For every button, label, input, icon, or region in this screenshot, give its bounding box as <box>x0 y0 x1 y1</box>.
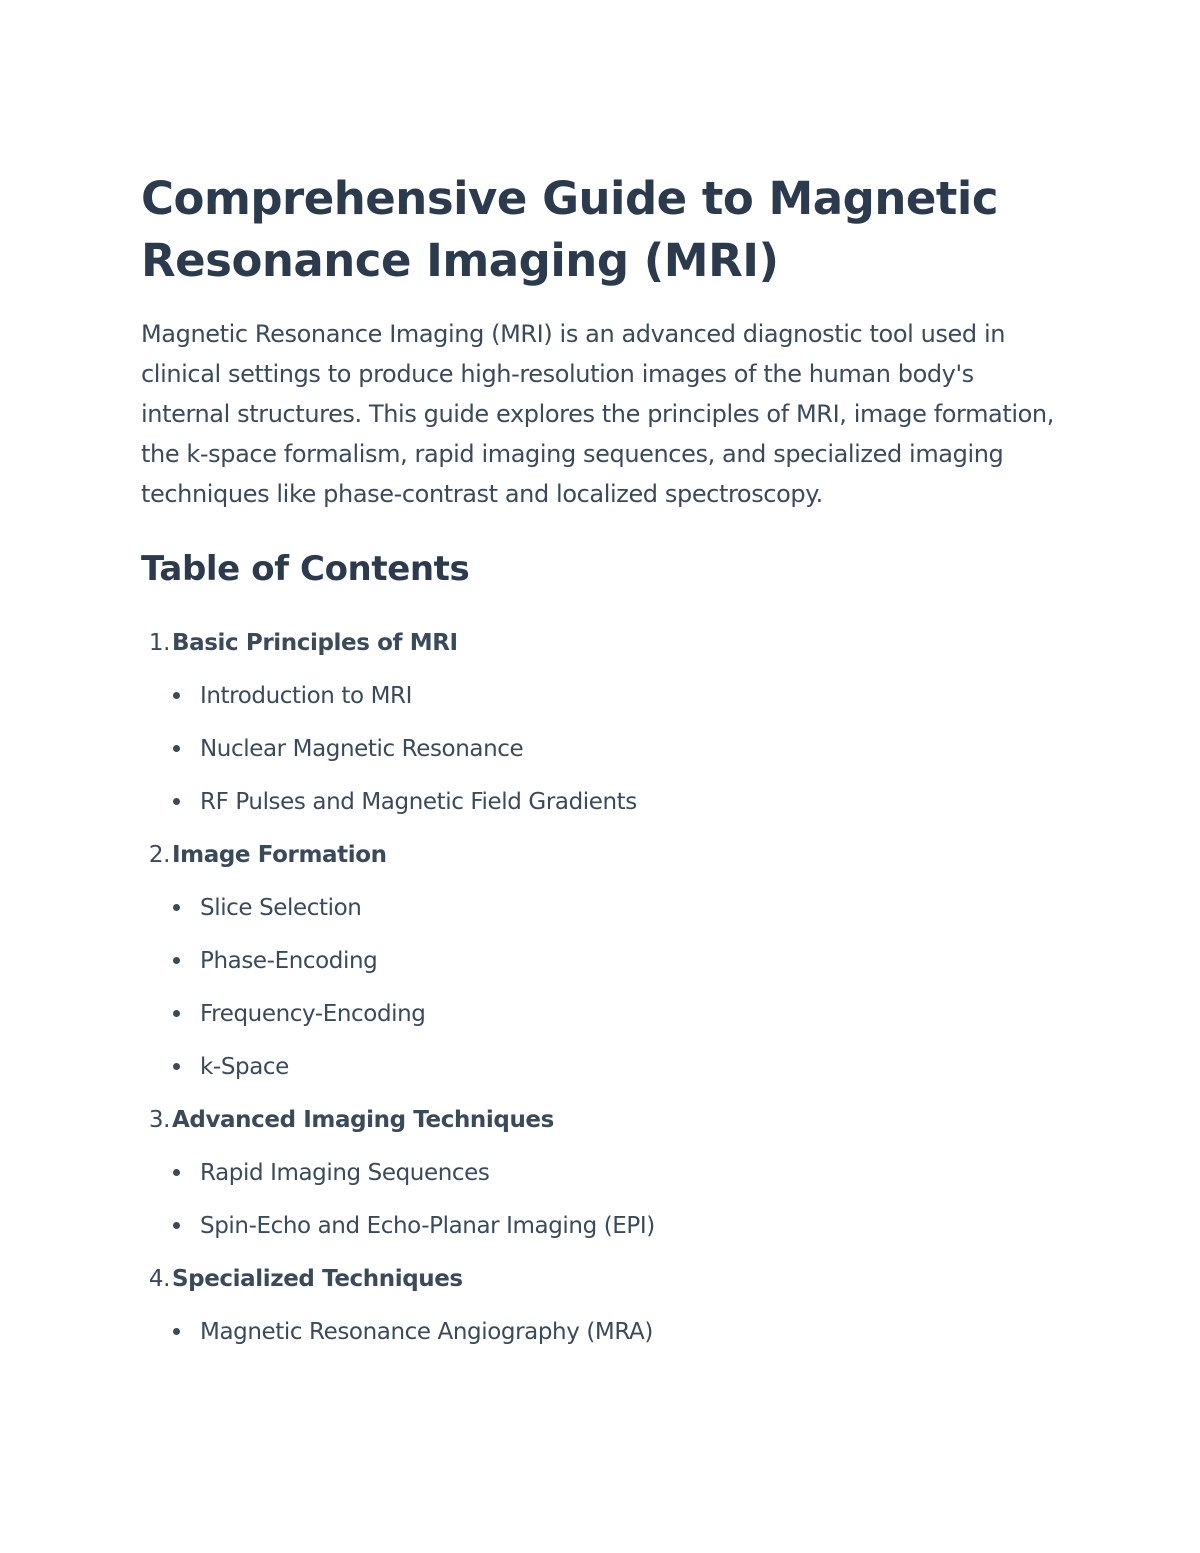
toc-subsection-item <box>141 881 1060 934</box>
section-number: 2. <box>148 841 170 868</box>
toc-subsection-label: Introduction to MRI <box>200 682 413 709</box>
bullet-icon <box>173 1328 180 1335</box>
toc-subsection-list <box>141 881 1060 1093</box>
toc-section-heading <box>141 616 1060 669</box>
bullet-icon <box>173 957 180 964</box>
section-label: Image Formation <box>172 841 387 868</box>
toc-subsection-label: RF Pulses and Magnetic Field Gradients <box>200 788 637 815</box>
section-number: 3. <box>148 1106 170 1133</box>
section-number: 1. <box>148 629 170 656</box>
document-title: Comprehensive Guide to Magnetic Resonance Imaging (MRI) <box>141 172 998 287</box>
bullet-icon <box>173 798 180 805</box>
toc-section-specialized <box>141 1252 1060 1358</box>
bullet-icon <box>173 1010 180 1017</box>
toc-section-image-formation <box>141 828 1060 1093</box>
toc-subsection-label: Slice Selection <box>200 894 362 921</box>
toc-section-heading <box>141 1252 1060 1305</box>
table-of-contents <box>141 616 1060 1358</box>
toc-subsection-item <box>141 669 1060 722</box>
bullet-icon <box>173 1063 180 1070</box>
toc-subsection-label: Spin-Echo and Echo-Planar Imaging (EPI) <box>200 1212 655 1239</box>
bullet-icon <box>173 1222 180 1229</box>
section-label: Specialized Techniques <box>172 1265 463 1292</box>
toc-subsection-label: k-Space <box>200 1053 289 1080</box>
toc-section-advanced-imaging <box>141 1093 1060 1252</box>
toc-subsection-label: Rapid Imaging Sequences <box>200 1159 490 1186</box>
toc-subsection-item <box>141 1040 1060 1093</box>
toc-subsection-label: Magnetic Resonance Angiography (MRA) <box>200 1318 653 1345</box>
toc-section-heading <box>141 1093 1060 1146</box>
toc-subsection-item <box>141 1199 1060 1252</box>
toc-subsection-label: Frequency-Encoding <box>200 1000 426 1027</box>
toc-subsection-item <box>141 775 1060 828</box>
toc-subsection-list <box>141 1305 1060 1358</box>
toc-subsection-item <box>141 1305 1060 1358</box>
toc-subsection-item <box>141 934 1060 987</box>
bullet-icon <box>173 692 180 699</box>
toc-subsection-item <box>141 1146 1060 1199</box>
bullet-icon <box>173 1169 180 1176</box>
toc-section-heading <box>141 828 1060 881</box>
toc-section-basic-principles <box>141 616 1060 828</box>
intro-paragraph: Magnetic Resonance Imaging (MRI) is an advanced diagnostic tool used in clinical settings to produce high-resolution images of the human body's internal structures. This guide explores the principles of MRI, image formation, the k-space formalism, rapid imaging sequences, and specialized imaging techniques like phase-contrast and localized spectroscopy. <box>141 320 1054 508</box>
toc-subsection-item <box>141 722 1060 775</box>
section-label: Advanced Imaging Techniques <box>172 1106 554 1133</box>
toc-subsection-label: Nuclear Magnetic Resonance <box>200 735 524 762</box>
toc-subsection-item <box>141 987 1060 1040</box>
toc-subsection-list <box>141 1146 1060 1252</box>
toc-heading: Table of Contents <box>141 549 470 589</box>
toc-subsection-label: Phase-Encoding <box>200 947 378 974</box>
section-label: Basic Principles of MRI <box>172 629 458 656</box>
section-number: 4. <box>148 1265 170 1292</box>
bullet-icon <box>173 904 180 911</box>
bullet-icon <box>173 745 180 752</box>
toc-subsection-list <box>141 669 1060 828</box>
